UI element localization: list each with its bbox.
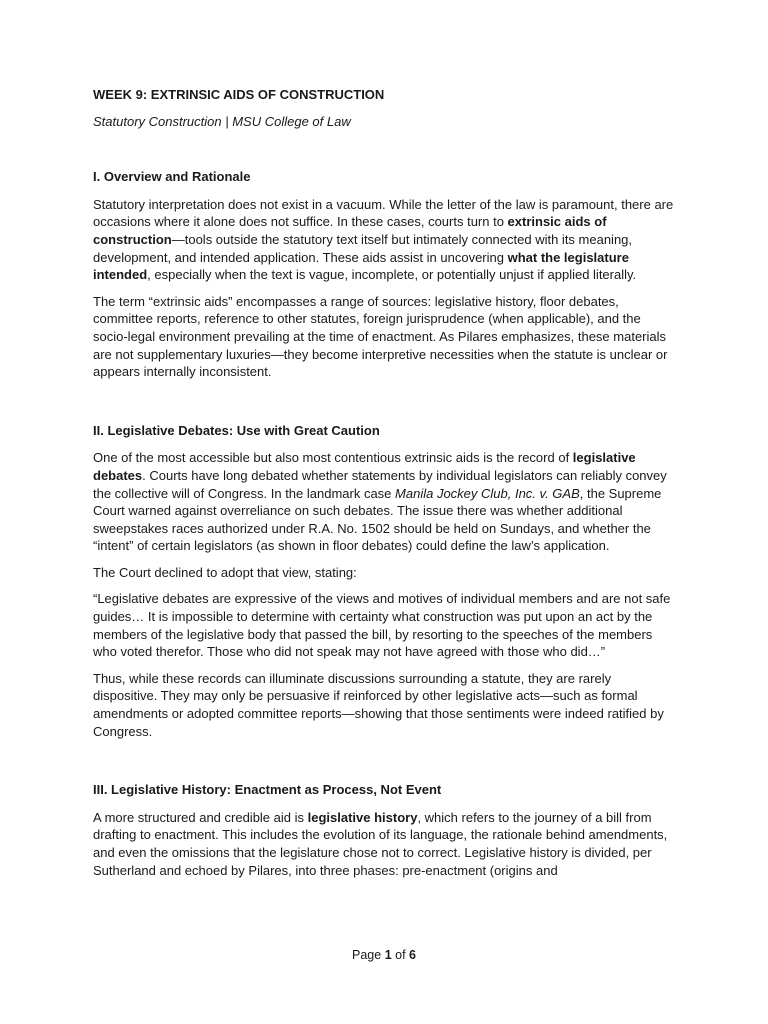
paragraph: One of the most accessible but also most contentious extrinsic aids is the record of legislative debates. Courts have long debated whether statements by individual legislators can reliably convey the collective will of Congress. In the landmark case Manila Jockey Club, Inc. v. GAB, the Supreme Court warned against overreliance on such debates. The issue there was whether additional sweepstakes races authorized under R.A. No. 1502 should be held on Sundays, and whether the “intent” of certain legislators (as shown in floor debates) could define the law’s application. [93,450,667,554]
paragraph: The Court declined to adopt that view, stating: [93,564,357,580]
page-label: Page [352,948,382,962]
document-subtitle: Statutory Construction | MSU College of Law [93,113,351,129]
bold-term: extrinsic aids of construction [93,214,607,247]
section-heading: II. Legislative Debates: Use with Great Caution [93,422,380,438]
document-title: WEEK 9: EXTRINSIC AIDS OF CONSTRUCTION [93,87,385,102]
bold-term: legislative history [307,809,418,825]
total-pages-number: 6 [409,948,416,962]
paragraph: The term “extrinsic aids” encompasses a range of sources: legislative history, floor debates, committee reports, reference to other statutes, foreign jurisprudence (when applicable), and the socio-legal environment prevailing at the time of enactment. As Pilares emphasizes, these materials are not supplementary luxuries—they become interpretive necessities when the statute is unclear or appears internally inconsistent. [93,293,668,380]
bold-term: what the legislature intended [93,249,629,283]
case-name: Manila Jockey Club, Inc. v. GAB [395,485,580,501]
paragraph: Statutory interpretation does not exist in a vacuum. While the letter of the law is paramount, there are occasions where it alone does not suffice. In these cases, courts turn to extrinsic aids of construction—tools outside the statutory text itself but intimately connected with its meaning, development, and intended application. These aids assist in uncovering what the legislature intended, especially when the text is vague, incomplete, or potentially unjust if applied literally. [93,196,674,283]
block-quote: “Legislative debates are expressive of the views and motives of individual members and are not safe guides… It is impossible to determine with certainty what construction was put upon an act by the members of the legislative body that passed the bill, by resorting to the speeches of the members who voted therefor. Those who did not speak may not have agreed with those who did…” [93,591,671,660]
of-label: of [395,948,406,962]
section-legislative-debates [93,422,678,741]
section-legislative-history [93,781,678,879]
section-heading: III. Legislative History: Enactment as Process, Not Event [93,782,442,798]
section-heading: I. Overview and Rationale [93,169,251,185]
page-footer [0,947,768,963]
section-overview [93,168,678,381]
bold-term: legislative debates [93,450,636,483]
document-page [93,86,678,888]
paragraph: A more structured and credible aid is legislative history, which refers to the journey of a bill from drafting to enactment. This includes the evolution of its language, the rationale behind amendments, and even the omissions that the legislature chose not to correct. Legislative history is divided, per Sutherland and echoed by Pilares, into three phases: pre-enactment (origins and [93,809,668,878]
current-page-number: 1 [384,948,392,962]
paragraph: Thus, while these records can illuminate discussions surrounding a statute, they are rarely dispositive. They may only be persuasive if reinforced by other legislative acts—such as formal amendments or adopted committee reports—showing that those sentiments were indeed ratified by Congress. [93,670,664,739]
